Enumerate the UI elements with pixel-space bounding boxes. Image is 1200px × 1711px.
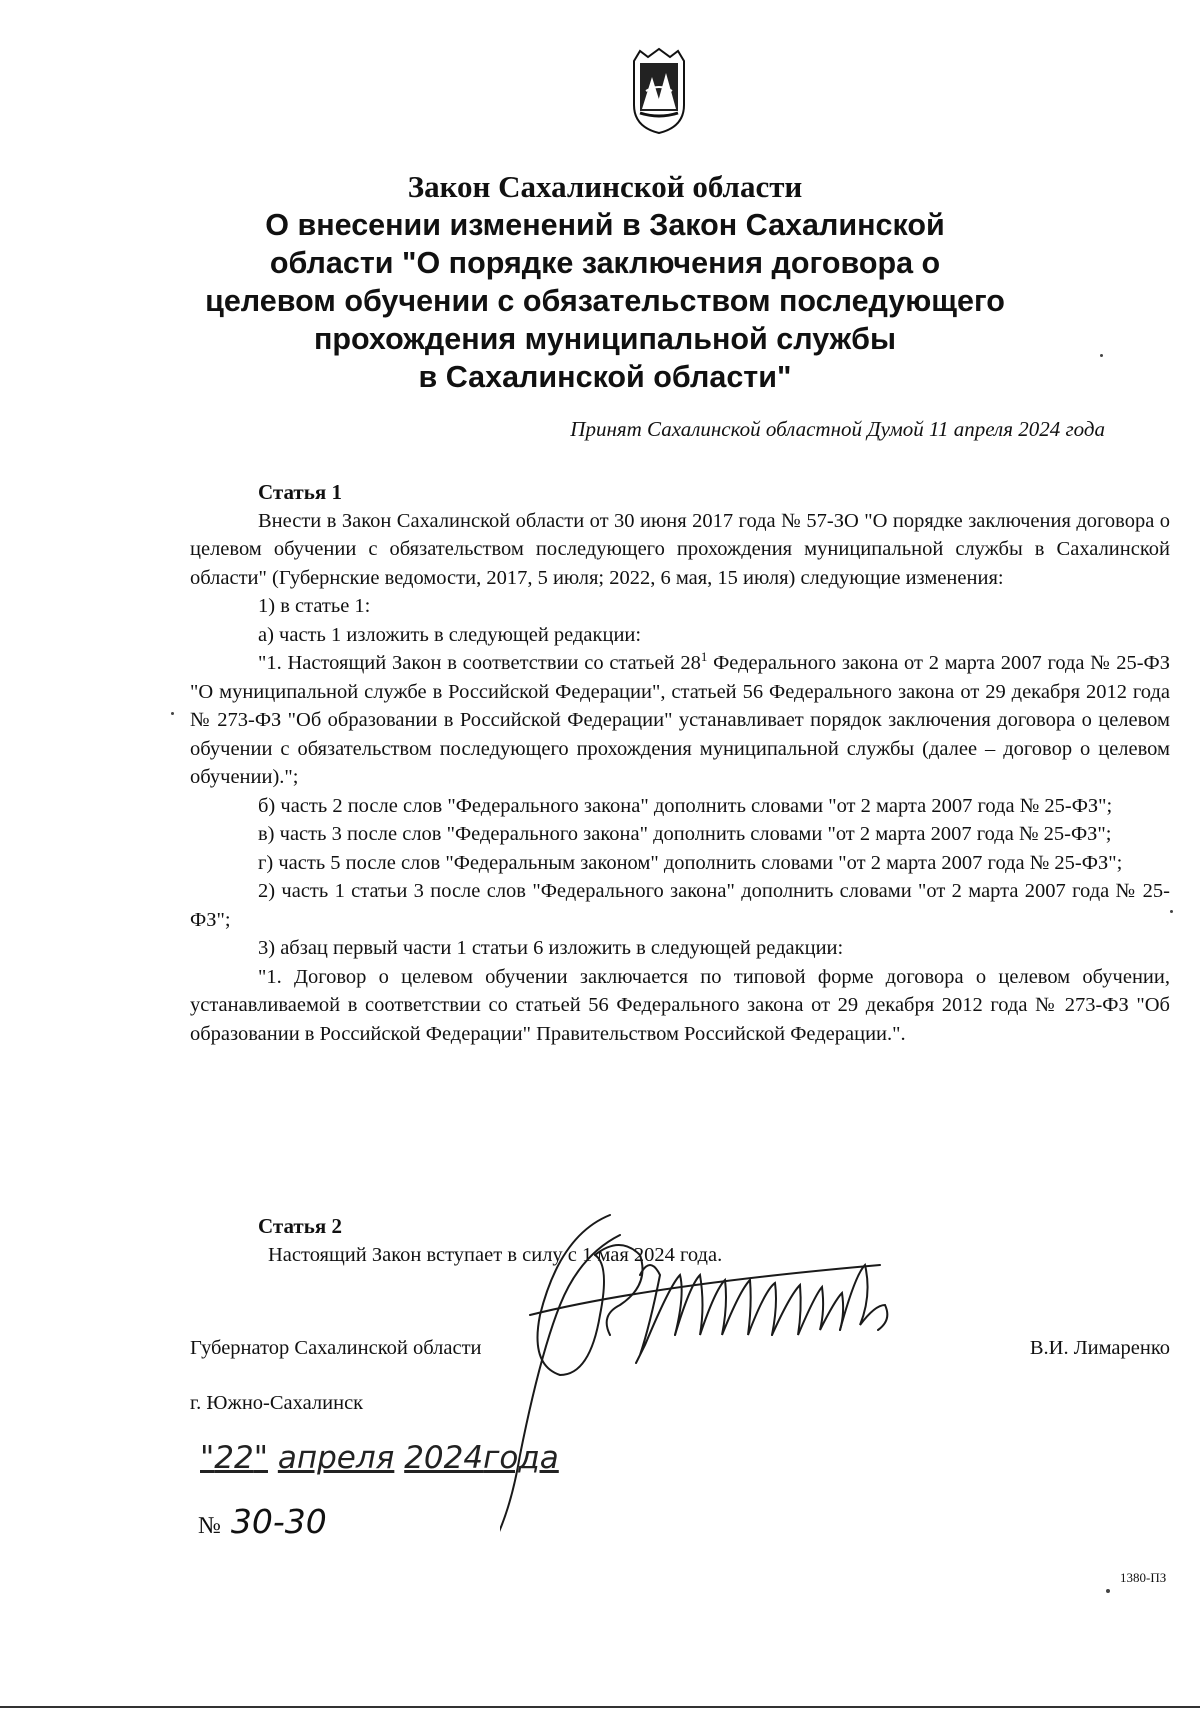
law-title-line: области "О порядке заключения договора о [269,246,941,280]
quote-text: Федерального закона от 2 марта 2007 года № 25-ФЗ "О муниципальной службе в Российской Федерации", статьей 56 Федерального закона от 29 декабря 2012 года № 273-ФЗ "Об образовании в Российской Федерации" устанавливает порядок заключения договора о целевом обучении с обязательством последующего прохождения муниципальной службы (далее – договор о целевом обучении)."; [190,652,1171,788]
date-open-quote: " [200,1440,215,1476]
article-1 [190,478,1170,1048]
quote-text: "1. Настоящий Закон в соответствии со статьей 28 [258,652,701,674]
governor-position: Губернатор Сахалинской области [190,1337,482,1359]
amendment-item: а) часть 1 изложить в следующей редакции: [258,623,642,646]
article-1-intro: Внести в Закон Сахалинской области от 30 июня 2017 года № 57-ЗО "О порядке заключения договора о целевом обучении с обязательством последующего прохождения муниципальной службы в Сахалинской области" (Губернские ведомости, 2017, 5 июля; 2022, 6 мая, 15 июля) следующие изменения: [190,509,1170,589]
date-word: года [483,1440,559,1476]
law-title-line: О внесении изменений в Закон Сахалинской [265,208,945,242]
coat-of-arms-emblem [632,47,686,135]
law-title-line: прохождения муниципальной службы [313,322,897,356]
date-close-quote: " [253,1440,268,1476]
amendment-item: 1) в статье 1: [258,595,371,617]
handwritten-number [198,1502,327,1541]
city: г. Южно-Сахалинск [190,1392,364,1414]
amendment-item: г) часть 5 после слов "Федеральным законом" дополнить словами "от 2 марта 2007 года № 25-ФЗ"; [258,851,1123,874]
number-sign: № [198,1513,221,1539]
scan-speck [1170,910,1173,913]
amendment-quote: "1. Договор о целевом обучении заключается по типовой форме договора о целевом обучении, устанавливаемой в соответствии со статьей 56 Федерального закона от 29 декабря 2012 года № 273-ФЗ "Об образовании в Российской Федерации" Правительством Российской Федерации.". [190,965,1170,1045]
amendment-item: б) часть 2 после слов "Федерального закона" дополнить словами "от 2 марта 2007 года № 25-ФЗ"; [258,794,1113,817]
law-title-line: целевом обучении с обязательством последующего [205,284,1005,318]
article-2-text: Настоящий Закон вступает в силу с 1 мая 2024 года. [268,1243,723,1266]
amendment-quote [190,649,1170,792]
scan-speck [1106,1589,1110,1593]
scan-speck [1100,354,1103,357]
amendment-item: 3) абзац первый части 1 статьи 6 изложить в следующей редакции: [258,937,844,959]
document-code: 1380-ПЗ [1120,1570,1167,1585]
title-block [180,168,1030,396]
handwritten-signature [500,1195,970,1555]
scan-speck [171,712,174,715]
article-1-heading: Статья 1 [258,480,342,504]
amendment-item: в) часть 3 после слов "Федерального закона" дополнить словами "от 2 марта 2007 года № 25-ФЗ"; [258,823,1112,845]
law-number: 30-30 [230,1502,327,1541]
amendment-item: 2) часть 1 статьи 3 после слов "Федерального закона" дополнить словами "от 2 марта 2007 года № 25-ФЗ"; [190,880,1170,931]
date-month: апреля [277,1440,395,1476]
governor-name: В.И. Лимаренко [1029,1337,1170,1359]
law-title-line: в Сахалинской области" [418,360,792,394]
superscript: 1 [700,649,708,665]
date-day: 22 [214,1440,254,1476]
law-kind-heading: Закон Сахалинской области [407,169,803,204]
date-year: 2024 [404,1440,484,1476]
article-2-heading: Статья 2 [258,1214,342,1238]
adoption-note: Принят Сахалинской областной Думой 11 апреля 2024 года [570,417,1105,441]
scan-edge-line [0,1706,1200,1708]
